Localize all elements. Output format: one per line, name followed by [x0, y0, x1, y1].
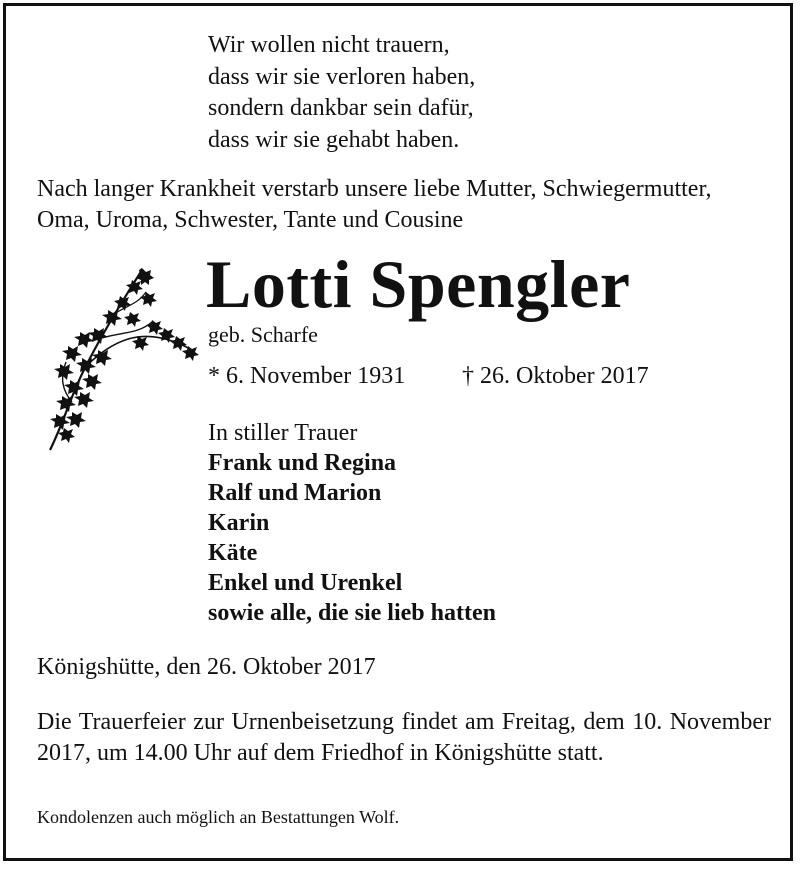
poem-line: dass wir sie gehabt haben.	[208, 126, 460, 153]
mourner-name: Enkel und Urenkel	[208, 570, 403, 596]
mourner-name: Karin	[208, 510, 270, 536]
ivy-branch-icon	[42, 262, 202, 454]
mourning-heading: In stiller Trauer	[208, 420, 358, 446]
poem-line: sondern dankbar sein dafür,	[208, 95, 474, 121]
intro-line: Oma, Uroma, Schwester, Tante und Cousine	[37, 207, 464, 233]
mourner-name: sowie alle, die sie lieb hatten	[208, 600, 496, 626]
deceased-name: Lotti Spengler	[206, 246, 631, 322]
intro-line: Nach langer Krankheit verstarb unsere liebe Mutter, Schwiegermutter,	[37, 176, 712, 202]
poem-line: Wir wollen nicht trauern,	[208, 32, 450, 58]
birth-date: * 6. November 1931	[208, 363, 406, 389]
death-date: † 26. Oktober 2017	[462, 363, 649, 389]
birth-name: geb. Scharfe	[208, 322, 318, 347]
condolence-note: Kondolenzen auch möglich an Bestattungen Wolf.	[37, 807, 400, 827]
mourners-block	[208, 418, 496, 628]
place-date-line: Königshütte, den 26. Oktober 2017	[37, 654, 376, 680]
mourner-name: Käte	[208, 540, 258, 566]
poem-line: dass wir sie verloren haben,	[208, 63, 476, 90]
mourner-name: Ralf und Marion	[208, 480, 382, 506]
poem	[208, 30, 475, 156]
mourner-name: Frank und Regina	[208, 450, 397, 476]
intro-text	[37, 174, 777, 236]
ceremony-text: Die Trauerfeier zur Urnenbeisetzung findet am Freitag, dem 10. November 2017, um 14.00 Uhr auf dem Friedhof in Königshütte statt.	[37, 709, 771, 766]
